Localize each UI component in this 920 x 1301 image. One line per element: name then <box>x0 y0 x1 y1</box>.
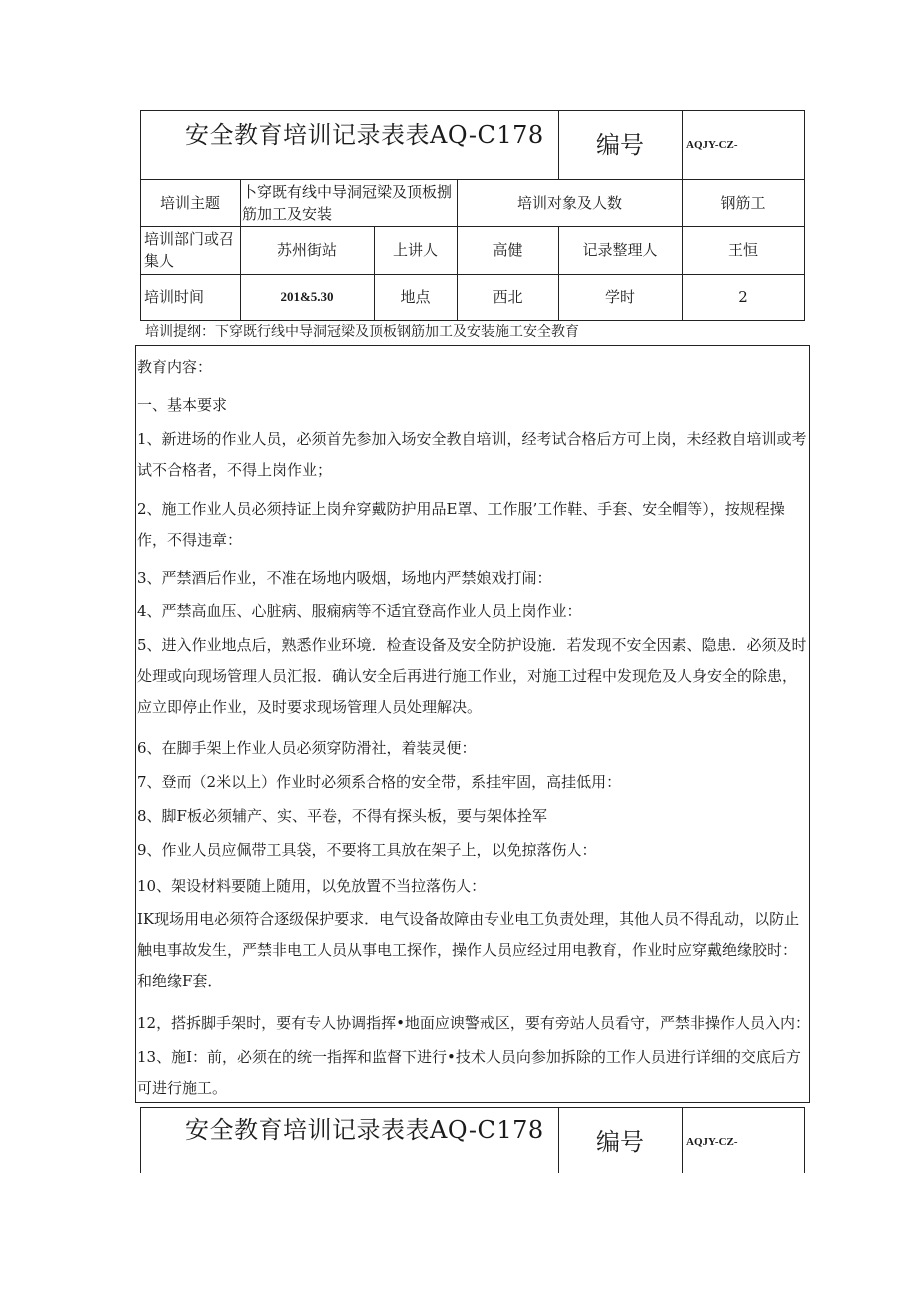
lecturer-label: 上讲人 <box>392 241 438 259</box>
list-item: 6、在脚手架上作业人员必须穿防滑社，着装灵便： <box>137 739 477 757</box>
topic-label: 培训主题 <box>159 193 220 212</box>
list-item: 4、严禁高血压、心脏病、服痫病等不适宜登高作业人员上岗作业： <box>137 602 582 620</box>
training-outline: 培训提纲：下穿既行线中导洞冠梁及顶板钢筋加工及安装施工安全教育 <box>145 324 579 340</box>
target-value: 钢筋工 <box>720 193 766 212</box>
form2-number-value: AQJY-CZ- <box>686 1136 738 1148</box>
lecturer-value: 高健 <box>492 241 523 259</box>
target-label: 培训对象及人数 <box>516 193 622 212</box>
recorder-label: 记录整理人 <box>582 241 658 259</box>
list-item: IK现场用电必须符合逐级保护要求．电气设备故障由专业电工负责处理，其他人员不得乱动，以防止触电事故发生，严禁非电工人员从事电工探作，操作人员应经过用电教育，作业时应穿戴绝缘胶时：和绝缘F套． <box>137 910 800 990</box>
form2-number-label: 编号 <box>596 1128 644 1156</box>
content-heading: 教育内容： <box>137 358 213 376</box>
form2-title: 安全教育培训记录表表AQ-C178 <box>185 1116 544 1144</box>
list-item: 9、作业人员应佩带工具袋，不要将工具放在架子上，以免掠落伤人： <box>137 841 597 859</box>
list-item: 2、施工作业人员必须持证上岗弁穿戴防护用品E罩、工作服’工作鞋、手套、安全帽等），按规程操作，不得违章： <box>137 500 785 549</box>
form-title: 安全教育培训记录表表AQ-C178 <box>185 121 544 149</box>
recorder-value: 王恒 <box>727 241 758 259</box>
list-item: 3、严禁酒后作业，不准在场地内吸烟，场地内严禁娘戏打闹： <box>137 569 552 587</box>
list-item: 5、进入作业地点后，熟悉作业环境．检查设备及安全防护设施．若发现不安全因素、隐患．必须及时处理或向现场管理人员汇报．确认安全后再进行施工作业，对施工过程中发现危及人身安全的除患，应立即停止作业，及时要求现场管理人员处理解决。 <box>137 636 807 716</box>
section-heading: 一、基本要求 <box>137 396 228 414</box>
time-value: 201&5.30 <box>280 289 334 304</box>
place-label: 地点 <box>400 288 431 306</box>
list-item: 7、登而（2米以上）作业时必须系合格的安全带，系挂牢固，高挂低用： <box>137 773 622 791</box>
list-item: 10、架设材料要随上随用，以免放置不当拉落伤人： <box>137 877 487 895</box>
list-item: 8、脚F板必须辅产、实、平卷，不得有探头板，要与架体拴军 <box>137 807 547 825</box>
list-item: 1、新进场的作业人员，必须首先参加入场安全教自培训，经考试合格后方可上岗，未经救自培训或考试不合格者，不得上岗作业； <box>137 430 807 479</box>
number-label: 编号 <box>596 131 644 159</box>
number-value: AQJY-CZ- <box>686 139 738 151</box>
dept-value: 苏州街站 <box>276 241 337 259</box>
hours-label: 学时 <box>604 288 635 306</box>
time-label: 培训时间 <box>144 288 205 306</box>
hours-value: 2 <box>738 288 748 306</box>
list-item: 13、施I：前，必须在的统一指挥和监督下进行•技术人员向参加拆除的工作人员进行详细的交底后方可进行施工。 <box>137 1048 801 1097</box>
list-item: 12，搭拆脚手架时，要有专人协调指挥•地面应谀警戒区，要有旁站人员看守，严禁非操作人员入内： <box>137 1014 810 1032</box>
place-value: 西北 <box>492 288 523 306</box>
dept-label: 培训部门或召集人 <box>144 230 235 270</box>
topic-value: 卜穿既有线中导洞冠梁及顶板捌筋加工及安装 <box>242 182 453 223</box>
